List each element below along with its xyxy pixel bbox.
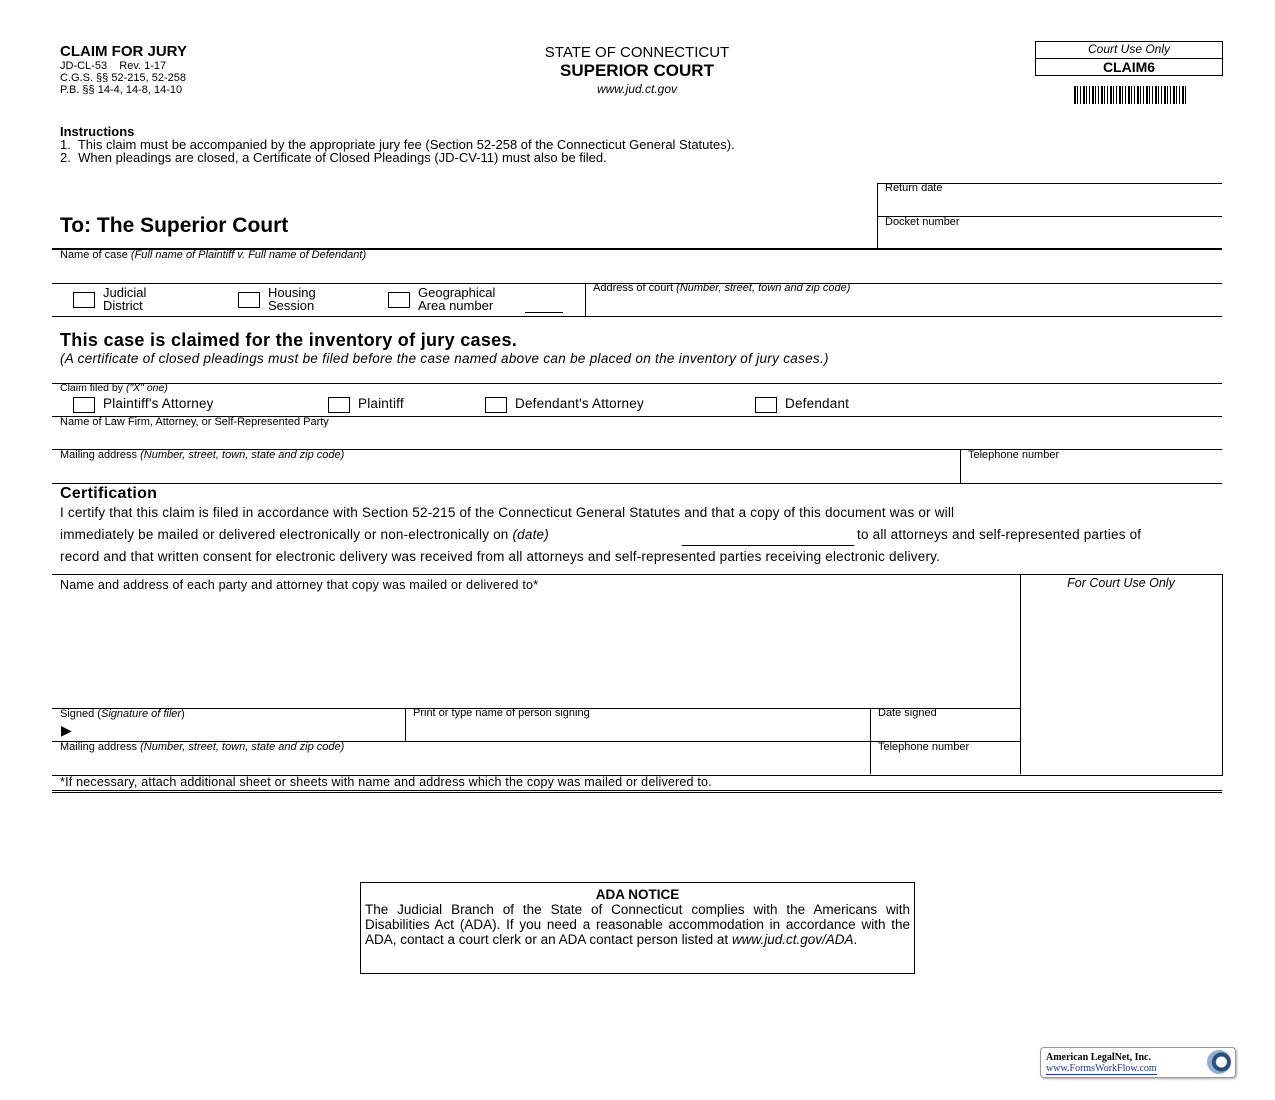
ada-title: ADA NOTICE <box>595 887 680 902</box>
court-use-label: Court Use Only <box>1036 42 1222 59</box>
docket-number-field[interactable]: Docket number <box>885 216 960 228</box>
instruction-item: 2. When pleadings are closed, a Certificate of Closed Pleadings (JD-CV-11) must also be filed. <box>60 150 607 165</box>
ada-link[interactable]: www.jud.ct.gov/ADA <box>731 932 854 947</box>
website: www.jud.ct.gov <box>596 82 678 96</box>
certification-line3: record and that written consent for electronic delivery was received from all attorneys and self-represented parties receiving electronic delivery. <box>60 549 941 564</box>
claim-code: CLAIM6 <box>1102 59 1156 75</box>
american-legalnet-logo: American LegalNet, Inc. www.FormsWorkFlow.com <box>1040 1047 1236 1078</box>
certification-line2: immediately be mailed or delivered electronically or non-electronically on (date) <box>60 527 549 542</box>
date-input[interactable] <box>682 545 854 546</box>
globe-icon <box>1207 1050 1231 1074</box>
instructions-title: Instructions <box>60 124 135 139</box>
certification-line1: I certify that this claim is filed in accordance with Section 52-215 of the Connecticut General Statutes and that a copy of this document was or will <box>60 505 955 520</box>
geographical-area-label: Geographical Area number <box>418 285 496 313</box>
date-signed-field[interactable]: Date signed <box>878 707 937 719</box>
claim-heading: This case is claimed for the inventory of jury cases. <box>60 330 518 350</box>
return-date-field[interactable]: Return date <box>885 182 943 194</box>
certification-line2-end: to all attorneys and self-represented parties of <box>857 527 1142 542</box>
address-of-court-field[interactable]: Address of court (Number, street, town and zip code) <box>593 282 851 294</box>
judicial-district-checkbox[interactable] <box>73 292 95 308</box>
housing-session-label: Housing Session <box>268 285 316 313</box>
geographical-area-checkbox[interactable] <box>388 292 410 308</box>
law-firm-field[interactable]: Name of Law Firm, Attorney, or Self-Represented Party <box>60 416 329 428</box>
area-number-input[interactable] <box>525 312 563 313</box>
court-use-only-label: For Court Use Only <box>1067 576 1175 590</box>
form-number: JD-CL-53 Rev. 1-17 <box>60 60 167 72</box>
court-name: SUPERIOR COURT <box>560 61 714 80</box>
mailing-address-field[interactable]: Mailing address (Number, street, town, state and zip code) <box>60 449 345 461</box>
name-of-case-field[interactable]: Name of case (Full name of Plaintiff v. Full name of Defendant) <box>60 249 367 261</box>
print-name-field[interactable]: Print or type name of person signing <box>413 707 590 719</box>
plaintiff-label: Plaintiff <box>358 396 404 411</box>
certification-title: Certification <box>60 485 158 502</box>
defendant-checkbox[interactable] <box>755 397 777 413</box>
housing-session-checkbox[interactable] <box>238 292 260 308</box>
plaintiffs-attorney-checkbox[interactable] <box>73 397 95 413</box>
footnote: *If necessary, attach additional sheet or sheets with name and address which the copy was mailed or delivered to. <box>60 775 712 789</box>
instruction-item: 1. This claim must be accompanied by the appropriate jury fee (Section 52-258 of the Connecticut General Statutes). <box>60 137 735 152</box>
logo-link[interactable]: www.FormsWorkFlow.com <box>1046 1063 1157 1074</box>
filer-mailing-address-field[interactable]: Mailing address (Number, street, town, state and zip code) <box>60 741 345 753</box>
telephone-field[interactable]: Telephone number <box>968 449 1060 461</box>
defendant-label: Defendant <box>785 396 850 411</box>
cgs-ref: C.G.S. §§ 52-215, 52-258 <box>60 72 186 84</box>
plaintiff-checkbox[interactable] <box>328 397 350 413</box>
signed-field[interactable]: Signed (Signature of filer) <box>60 708 185 720</box>
court-use-box <box>1035 41 1223 76</box>
pb-ref: P.B. §§ 14-4, 14-8, 14-10 <box>60 84 183 96</box>
defendants-attorney-label: Defendant's Attorney <box>515 396 644 411</box>
arrow-icon: ▶ <box>61 722 72 738</box>
ada-notice: ADA NOTICE The Judicial Branch of the State of Connecticut complies with the Americans with Disabilities Act (ADA). If you need a reasonable accommodation in accordance with the ADA, contact a court clerk or an ADA contact person listed at www.jud.ct.gov/ADA. <box>360 882 915 974</box>
to-court-heading: To: The Superior Court <box>60 214 289 237</box>
form-title: CLAIM FOR JURY <box>60 43 187 60</box>
judicial-district-label: Judicial District <box>103 285 147 313</box>
filed-by-label: Claim filed by ("X" one) <box>60 382 168 394</box>
plaintiffs-attorney-label: Plaintiff's Attorney <box>103 396 214 411</box>
ada-text: The Judicial Branch of the State of Connecticut complies with the Americans with Disabilities Act (ADA). If you need a reasonable accommodation in accordance with the ADA, contact a court clerk or an ADA contact person listed at <box>365 902 910 947</box>
defendants-attorney-checkbox[interactable] <box>485 397 507 413</box>
state-name: STATE OF CONNECTICUT <box>544 44 730 61</box>
barcode <box>1074 86 1188 104</box>
filer-telephone-field[interactable]: Telephone number <box>878 741 970 753</box>
claim-note: (A certificate of closed pleadings must be filed before the case named above can be placed on the inventory of jury cases.) <box>60 351 829 366</box>
parties-field[interactable]: Name and address of each party and attorney that copy was mailed or delivered to* <box>60 578 539 592</box>
